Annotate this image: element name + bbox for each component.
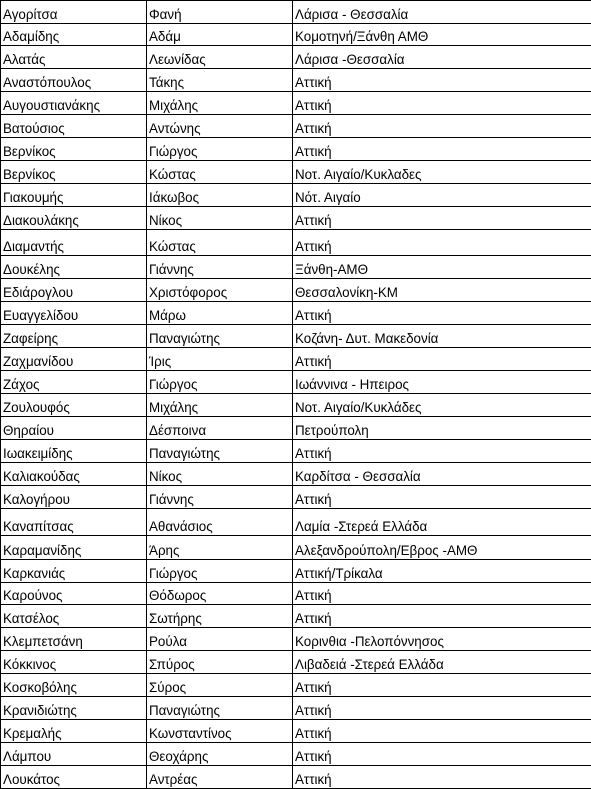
surname-cell[interactable]: Καρούνος [1,583,147,605]
firstname-cell[interactable]: Κώστας [147,230,293,256]
region-cell[interactable]: Αττική [293,207,591,230]
firstname-cell[interactable]: Φανή [147,1,293,24]
table-row [1,651,591,674]
firstname-cell[interactable]: Σωτήρης [147,605,293,628]
table-row [1,743,591,766]
surname-cell[interactable]: Κρανιδιώτης [1,697,147,720]
firstname-cell[interactable]: Αθανάσιος [147,509,293,536]
region-cell[interactable]: Αττική [293,138,591,161]
surname-cell[interactable]: Θηραίου [1,417,147,440]
surname-cell[interactable]: Κλεμπετσάνη [1,628,147,651]
surname-cell[interactable]: Ιωακειμίδης [1,440,147,463]
table-row [1,115,591,138]
firstname-cell[interactable]: Άρης [147,536,293,560]
firstname-cell[interactable]: Ίρις [147,348,293,371]
firstname-cell[interactable]: Παναγιώτης [147,325,293,348]
surname-cell[interactable]: Καραμανίδης [1,536,147,560]
table-row [1,138,591,161]
firstname-cell[interactable]: Σπύρος [147,651,293,674]
firstname-cell[interactable]: Γιώργος [147,138,293,161]
firstname-cell[interactable]: Κώστας [147,161,293,184]
firstname-cell[interactable]: Γιάννης [147,256,293,279]
region-cell[interactable]: Λιβαδειά -Στερεά Ελλάδα [293,651,591,674]
region-cell[interactable]: Αττική [293,674,591,697]
firstname-cell[interactable]: Θεοχάρης [147,743,293,766]
table-row [1,509,591,536]
firstname-cell[interactable]: Μιχάλης [147,92,293,115]
table-row [1,24,591,46]
region-cell[interactable]: Κομοτηνή/Ξάνθη ΑΜΘ [293,24,591,46]
region-cell[interactable]: Πετρούπολη [293,417,591,440]
table-row [1,394,591,417]
region-cell[interactable]: Κορινθια -Πελοπόννησος [293,628,591,651]
firstname-cell[interactable]: Γιώργος [147,560,293,583]
region-cell[interactable]: Λαμία -Στερεά Ελλάδα [293,509,591,536]
table-row [1,605,591,628]
table-row [1,417,591,440]
surname-cell[interactable]: Ζάχος [1,371,147,394]
region-cell[interactable]: Αλεξανδρούπολη/Εβρος -ΑΜΘ [293,536,591,560]
surname-cell[interactable]: Ζαφείρης [1,325,147,348]
firstname-cell[interactable]: Γιάννης [147,486,293,509]
region-cell[interactable]: Αττική [293,486,591,509]
table-row [1,325,591,348]
table-row [1,371,591,394]
firstname-cell[interactable]: Δέσποινα [147,417,293,440]
table-row [1,536,591,560]
table-row [1,161,591,184]
surname-cell[interactable]: Διακουλάκης [1,207,147,230]
firstname-cell[interactable]: Νίκος [147,207,293,230]
firstname-cell[interactable]: Αδάμ [147,24,293,46]
table-row [1,560,591,583]
surname-cell[interactable]: Κοσκοβόλης [1,674,147,697]
firstname-cell[interactable]: Ρούλα [147,628,293,651]
firstname-cell[interactable]: Παναγιώτης [147,440,293,463]
firstname-cell[interactable]: Σύρος [147,674,293,697]
firstname-cell[interactable]: Νίκος [147,463,293,486]
surname-cell[interactable]: Αυγουστιανάκης [1,92,147,115]
surname-cell[interactable]: Καναπίτσας [1,509,147,536]
region-cell[interactable]: Αττική [293,743,591,766]
surname-cell[interactable]: Λουκάτος [1,766,147,789]
region-cell[interactable]: Αττική [293,348,591,371]
region-cell[interactable]: Αττική [293,720,591,743]
surname-cell[interactable]: Λάμπου [1,743,147,766]
region-cell[interactable]: Αττική [293,583,591,605]
firstname-cell[interactable]: Παναγιώτης [147,697,293,720]
region-cell[interactable]: Λάρισα -Θεσσαλία [293,46,591,69]
region-cell[interactable]: Αττική [293,115,591,138]
surname-cell[interactable]: Δουκέλης [1,256,147,279]
firstname-cell[interactable]: Χριστόφορος [147,279,293,302]
surname-cell[interactable]: Βερνίκος [1,138,147,161]
surname-cell[interactable]: Αδαμίδης [1,24,147,46]
firstname-cell[interactable]: Ιάκωβος [147,184,293,207]
surname-cell[interactable]: Αγορίτσα [1,1,147,24]
firstname-cell[interactable]: Θόδωρος [147,583,293,605]
surname-cell[interactable]: Βερνίκος [1,161,147,184]
region-cell[interactable]: Νοτ. Αιγαίο/Κυκλαδες [293,161,591,184]
table-row [1,46,591,69]
firstname-cell[interactable]: Λεωνίδας [147,46,293,69]
region-cell[interactable]: Θεσσαλονίκη-ΚΜ [293,279,591,302]
surname-cell[interactable]: Κρεμαλής [1,720,147,743]
surname-cell[interactable]: Κατσέλος [1,605,147,628]
surname-cell[interactable]: Βατούσιος [1,115,147,138]
table-row [1,674,591,697]
firstname-cell[interactable]: Κωνσταντίνος [147,720,293,743]
surname-cell[interactable]: Αλατάς [1,46,147,69]
region-cell[interactable]: Αττική [293,766,591,789]
region-cell[interactable]: Καρδίτσα - Θεσσαλία [293,463,591,486]
table-row [1,1,591,24]
firstname-cell[interactable]: Μιχάλης [147,394,293,417]
firstname-cell[interactable]: Αντώνης [147,115,293,138]
table-row [1,628,591,651]
region-cell[interactable]: Ξάνθη-ΑΜΘ [293,256,591,279]
region-cell[interactable]: Ιωάννινα - Ηπειρος [293,371,591,394]
region-cell[interactable]: Αττική [293,697,591,720]
region-cell[interactable]: Νοτ. Αιγαίο/Κυκλάδες [293,394,591,417]
region-cell[interactable]: Αττική [293,92,591,115]
table-row [1,256,591,279]
table-row [1,348,591,371]
region-cell[interactable]: Κοζάνη- Δυτ. Μακεδονία [293,325,591,348]
surname-cell[interactable]: Καλιακούδας [1,463,147,486]
region-cell[interactable]: Αττική [293,302,591,325]
surname-cell[interactable]: Καρκανιάς [1,560,147,583]
surname-cell[interactable]: Καλογήρου [1,486,147,509]
table-row [1,583,591,605]
firstname-cell[interactable]: Γιώργος [147,371,293,394]
table-row [1,69,591,92]
table-row [1,720,591,743]
table-row [1,184,591,207]
surname-cell[interactable]: Γιακουμής [1,184,147,207]
surname-cell[interactable]: Ζαχμανίδου [1,348,147,371]
table-row [1,302,591,325]
region-cell[interactable]: Αττική [293,440,591,463]
firstname-cell[interactable]: Μάρω [147,302,293,325]
region-cell[interactable]: Νότ. Αιγαίο [293,184,591,207]
region-cell[interactable]: Λάρισα - Θεσσαλία [293,1,591,24]
region-cell[interactable]: Αττική/Τρίκαλα [293,560,591,583]
table-body [1,1,591,789]
table-row [1,279,591,302]
table-row [1,92,591,115]
region-cell[interactable]: Αττική [293,605,591,628]
region-cell[interactable]: Αττική [293,230,591,256]
surname-cell[interactable]: Διαμαντής [1,230,147,256]
surname-cell[interactable]: Ζουλουφός [1,394,147,417]
firstname-cell[interactable]: Τάκης [147,69,293,92]
surname-cell[interactable]: Εδιάρογλου [1,279,147,302]
surname-cell[interactable]: Αναστόπουλος [1,69,147,92]
region-cell[interactable]: Αττική [293,69,591,92]
surname-cell[interactable]: Κόκκινος [1,651,147,674]
table-row [1,440,591,463]
table-row [1,697,591,720]
table-row [1,207,591,230]
surname-cell[interactable]: Ευαγγελίδου [1,302,147,325]
table-row [1,463,591,486]
table-row [1,486,591,509]
firstname-cell[interactable]: Αντρέας [147,766,293,789]
table-row [1,230,591,256]
table-row [1,766,591,789]
